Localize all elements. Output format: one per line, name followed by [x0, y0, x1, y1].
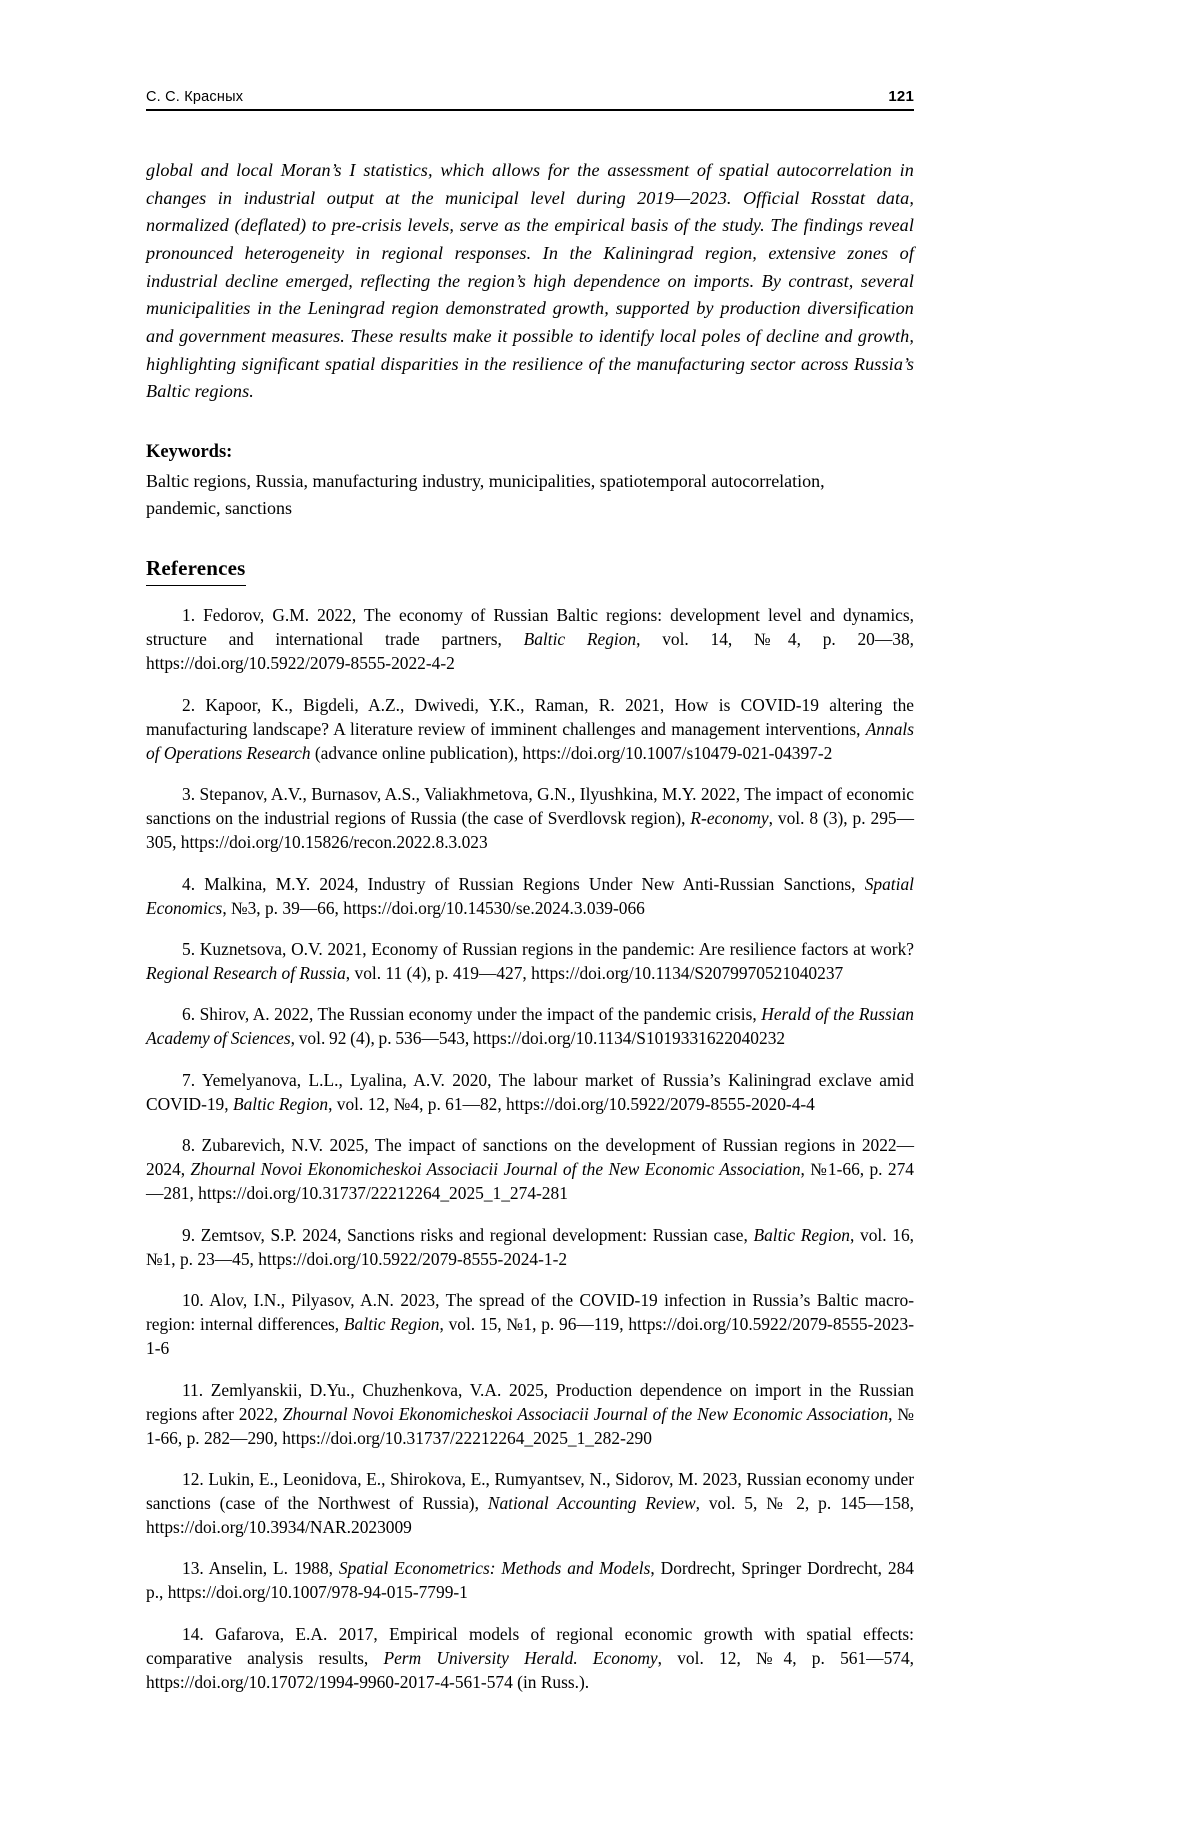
abstract-text: global and local Moran’s I statistics, which allows for the assessment of spatial autocorrelation in changes in industrial output at the municipal level during 2019—2023. Official Rosstat data, normalized (deflated) to pre-crisis levels, serve as the empirical basis of the study. The findings reveal pronounced heterogeneity in regional responses. In the Kaliningrad region, extensive zones of industrial decline emerged, reflecting the region’s high dependence on imports. By contrast, several municipalities in the Leningrad region demonstrated growth, supported by production diversification and government measures. These results make it possible to identify local poles of decline and growth, highlighting significant spatial disparities in the resilience of the manufacturing sector across Russia’s Baltic regions. — [146, 160, 914, 402]
reference-item: 12. Lukin, E., Leonidova, E., Shirokova, E., Rumyantsev, N., Sidorov, M. 2023, Russian economy under sanctions (case of the Northwest of Russia), National Accounting Review, vol. 5, № 2, p. 145—158, https://doi.org/10.3934/NAR.2023009 — [146, 1469, 915, 1538]
reference-item: 5. Kuznetsova, O.V. 2021, Economy of Russian regions in the pandemic: Are resilience factors at work? Regional Research of Russia, vol. 11 (4), p. 419—427, https://doi.org/10.1134/S2079970521040237 — [146, 939, 914, 984]
running-head-author: С. С. Красных — [146, 89, 244, 105]
references-list — [146, 603, 914, 1694]
reference-item: 3. Stepanov, A.V., Burnasov, A.S., Valiakhmetova, G.N., Ilyushkina, M.Y. 2022, The impact of economic sanctions on the industrial regions of Russia (the case of Sverdlovsk region), R-economy, vol. 8 (3), p. 295—305, https://doi.org/10.15826/recon.2022.8.3.023 — [146, 784, 914, 853]
references-heading: References — [146, 556, 246, 586]
reference-item: 4. Malkina, M.Y. 2024, Industry of Russian Regions Under New Anti-Russian Sanctions, Spatial Economics, №3, p. 39—66, https://doi.org/10.14530/se.2024.3.039-066 — [146, 873, 914, 918]
reference-item: 14. Gafarova, E.A. 2017, Empirical models of regional economic growth with spatial effects: comparative analysis results, Perm University Herald. Economy, vol. 12, №4, p. 561—574, https://doi.org/10.17072/1994-9960-2017-4-561-574 (in Russ.). — [146, 1623, 915, 1692]
running-head — [146, 88, 914, 109]
reference-item: 2. Kapoor, K., Bigdeli, A.Z., Dwivedi, Y.K., Raman, R. 2021, How is COVID-19 altering the manufacturing landscape? A literature review of imminent challenges and management interventions, Annals of Operations Research (advance online publication), https://doi.org/10.1007/s10479-021-04397-2 — [146, 694, 914, 763]
reference-item: 13. Anselin, L. 1988, Spatial Econometrics: Methods and Models, Dordrecht, Springer Dordrecht, 284 p., https://doi.org/10.1007/978-94-015-7799-1 — [146, 1558, 914, 1603]
running-head-rule — [146, 109, 914, 111]
reference-item: 6. Shirov, A. 2022, The Russian economy under the impact of the pandemic crisis, Herald of the Russian Academy of Sciences, vol. 92 (4), p. 536—543, https://doi.org/10.1134/S1019331622040232 — [146, 1004, 914, 1049]
reference-item: 11. Zemlyanskii, D.Yu., Chuzhenkova, V.A. 2025, Production dependence on import in the Russian regions after 2022, Zhournal Novoi Ekonomicheskoi Associacii Journal of the New Economic Association, № 1-66, p. 282—290, https://doi.org/10.31737/22212264_2025_1_282-290 — [146, 1379, 914, 1448]
reference-item: 8. Zubarevich, N.V. 2025, The impact of sanctions on the development of Russian regions in 2022—2024, Zhournal Novoi Ekonomicheskoi Associacii Journal of the New Economic Association, №1-66, p. 274—281, https://doi.org/10.31737/22212264_2025_1_274-281 — [146, 1135, 914, 1204]
page-number: 121 — [888, 88, 914, 105]
keywords-text: Baltic regions, Russia, manufacturing industry, municipalities, spatiotemporal autocorrelation, pandemic, sanctions — [146, 470, 825, 518]
keywords-title: Keywords: — [146, 441, 233, 462]
reference-item: 1. Fedorov, G.M. 2022, The economy of Russian Baltic regions: development level and dynamics, structure and international trade partners, Baltic Region, vol. 14, №4, p. 20—38, https://doi.org/10.5922/2079-8555-2022-4-2 — [146, 605, 914, 674]
reference-item: 7. Yemelyanova, L.L., Lyalina, A.V. 2020, The labour market of Russia’s Kaliningrad exclave amid COVID-19, Baltic Region, vol. 12, №4, p. 61—82, https://doi.org/10.5922/2079-8555-2020-4-4 — [146, 1069, 914, 1114]
reference-item: 10. Alov, I.N., Pilyasov, A.N. 2023, The spread of the COVID-19 infection in Russia’s Baltic macro-region: internal differences, Baltic Region, vol. 15, №1, p. 96—119, https://doi.org/10.5922/2079-8555-2023-1-6 — [146, 1290, 914, 1359]
page-content — [146, 88, 914, 1695]
reference-item: 9. Zemtsov, S.P. 2024, Sanctions risks and regional development: Russian case, Baltic Region, vol. 16, №1, p. 23—45, https://doi.org/10.5922/2079-8555-2024-1-2 — [146, 1224, 914, 1269]
